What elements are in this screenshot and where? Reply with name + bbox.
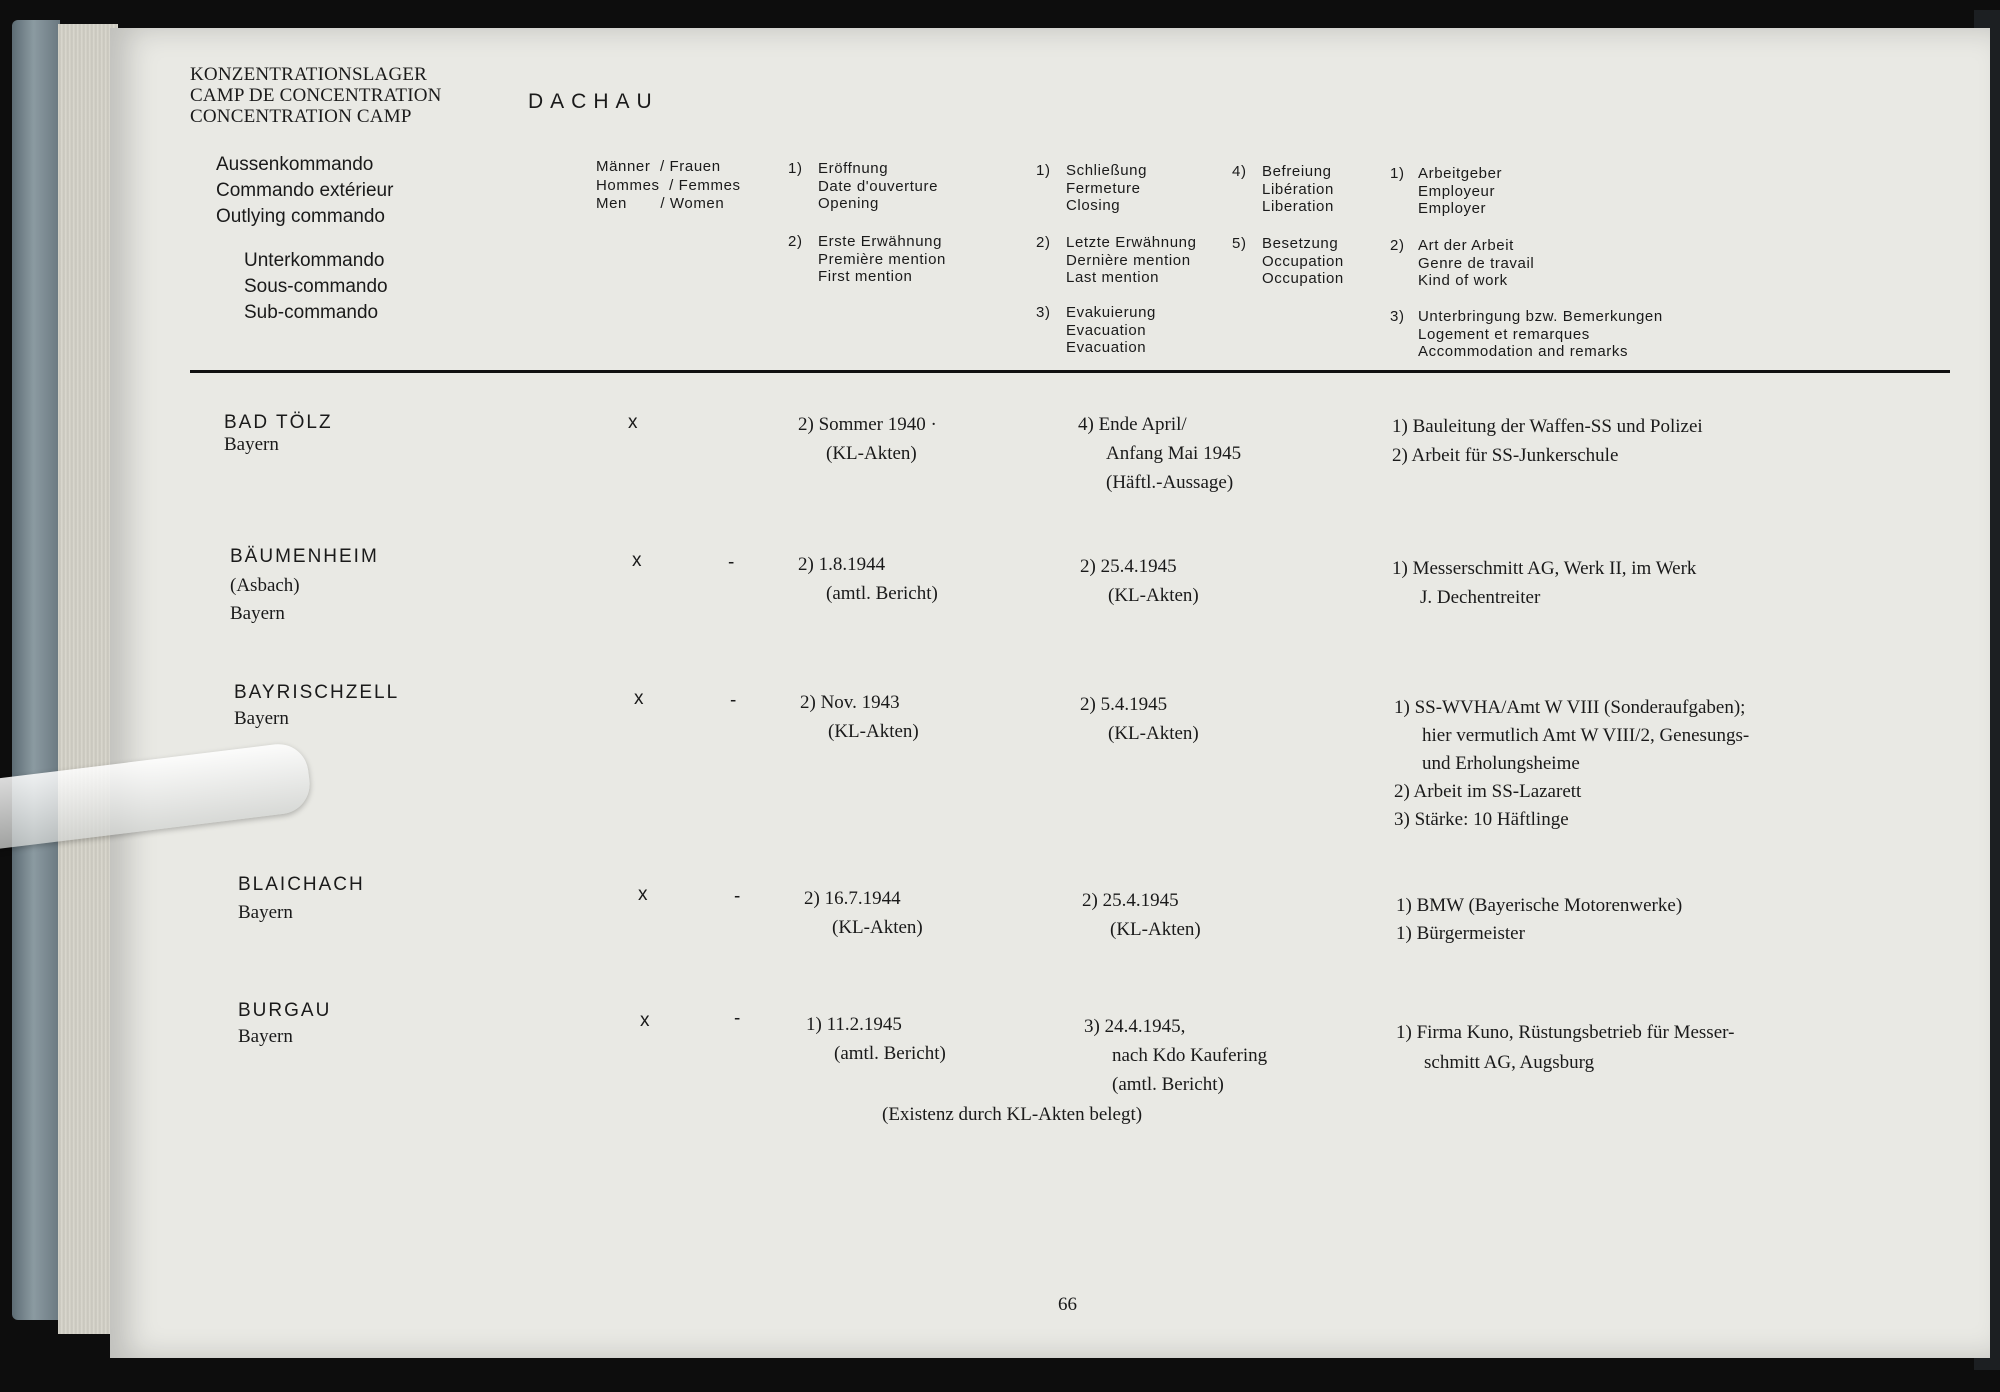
- cell-line: 2) 16.7.1944: [804, 888, 901, 909]
- remarks-cell: [1392, 412, 1703, 470]
- men-mark: x: [640, 1010, 650, 1031]
- title-line: CAMP DE CONCENTRATION: [190, 85, 442, 106]
- label-line: Closing: [1066, 197, 1121, 214]
- remarks-cell: [1392, 554, 1696, 612]
- page-edges: [58, 24, 118, 1334]
- label-line: Evacuation: [1066, 321, 1147, 339]
- label-line: Employeur: [1418, 182, 1496, 200]
- outlying-commando-label: [216, 152, 393, 230]
- region: [238, 900, 293, 926]
- label-line: Arbeitgeber: [1418, 165, 1503, 182]
- remarks-cell: [1396, 1018, 1734, 1078]
- cell-line: 3) 24.4.1945,: [1084, 1016, 1186, 1037]
- cell-line: 2) 1.8.1944: [798, 554, 886, 575]
- label-line: Art der Arbeit: [1418, 237, 1514, 254]
- women-mark: -: [728, 552, 735, 573]
- label-line: Première mention: [818, 250, 946, 268]
- label-line: Letzte Erwähnung: [1066, 234, 1197, 251]
- label-line: Accommodation and remarks: [1418, 343, 1629, 360]
- label-line: Employer: [1418, 200, 1487, 217]
- region: [238, 1024, 293, 1050]
- column-number: 3): [1390, 308, 1405, 325]
- label-line: Befreiung: [1262, 163, 1332, 180]
- label-line: Outlying commando: [216, 206, 385, 227]
- column-header-work: [1390, 237, 1690, 297]
- label-line: Date d'ouverture: [818, 177, 939, 195]
- region-line: (Asbach): [230, 575, 300, 596]
- region-line: Bayern: [238, 1026, 293, 1047]
- column-number: 3): [1036, 304, 1051, 321]
- column-number: 5): [1232, 235, 1247, 252]
- title-line: KONZENTRATIONSLAGER: [190, 64, 428, 85]
- closing-cell: [1080, 552, 1199, 610]
- cell-line: 1) Messerschmitt AG, Werk II, im Werk: [1392, 558, 1697, 579]
- region-line: Bayern: [230, 603, 285, 624]
- label-line: Sous-commando: [244, 276, 388, 297]
- cell-line: und Erholungsheime: [1422, 753, 1580, 774]
- existence-note: (Existenz durch KL-Akten belegt): [882, 1104, 1143, 1125]
- cell-line: (Häftl.-Aussage): [1106, 472, 1234, 493]
- cell-line: 4) Ende April/: [1078, 414, 1187, 435]
- sub-commando-label: [244, 248, 388, 326]
- label-line: Libération: [1262, 180, 1334, 198]
- cell-line: Anfang Mai 1945: [1106, 443, 1242, 464]
- cell-line: nach Kdo Kaufering: [1112, 1045, 1268, 1066]
- label-line: Unterkommando: [244, 250, 385, 271]
- camp-name: DACHAU: [528, 90, 659, 113]
- label-line: Erste Erwähnung: [818, 233, 943, 250]
- column-number: 1): [1390, 165, 1405, 182]
- label-line: Evakuierung: [1066, 304, 1156, 321]
- cell-line: 1) Firma Kuno, Rüstungsbetrieb für Messer-: [1396, 1022, 1735, 1043]
- cell-line: (KL-Akten): [826, 443, 917, 464]
- label-line: Commando extérieur: [216, 180, 394, 201]
- remarks-cell: [1396, 892, 1682, 948]
- document-title: [190, 64, 442, 127]
- region: [224, 432, 279, 458]
- cell-line: 1) Bürgermeister: [1396, 923, 1525, 944]
- opening-cell: [804, 884, 923, 942]
- camp-name-entry: BLAICHACH: [238, 874, 365, 895]
- page-number: 66: [1058, 1294, 1077, 1315]
- remarks-cell: [1394, 694, 1749, 834]
- column-header-occupation: [1232, 235, 1382, 295]
- label-line: Sub-commando: [244, 302, 379, 323]
- label-line: Fermeture: [1066, 179, 1141, 197]
- closing-cell: [1080, 690, 1199, 748]
- column-header-opening: [788, 160, 988, 220]
- cell-line: schmitt AG, Augsburg: [1424, 1052, 1595, 1073]
- cell-line: 2) Nov. 1943: [800, 692, 900, 713]
- column-header-closing: [1036, 162, 1236, 222]
- men-mark: x: [638, 884, 648, 905]
- cell-line: 1) BMW (Bayerische Motorenwerke): [1396, 895, 1683, 916]
- label-line: Evacuation: [1066, 339, 1147, 356]
- label-line: Hommes / Femmes: [596, 176, 741, 194]
- cell-line: 2) 5.4.1945: [1080, 694, 1168, 715]
- cell-line: 3) Stärke: 10 Häftlinge: [1394, 809, 1569, 830]
- label-line: Opening: [818, 195, 879, 212]
- cell-line: hier vermutlich Amt W VIII/2, Genesungs-: [1422, 725, 1750, 746]
- women-mark: -: [730, 690, 737, 711]
- label-line: Men / Women: [596, 195, 725, 212]
- column-header-liberation: [1232, 163, 1382, 223]
- label-line: Eröffnung: [818, 160, 889, 177]
- label-line: Liberation: [1262, 198, 1334, 215]
- camp-name-entry: BURGAU: [238, 1000, 332, 1021]
- column-header-accommodation: [1390, 308, 1790, 368]
- header-divider: [190, 370, 1950, 373]
- label-line: First mention: [818, 268, 913, 285]
- opening-cell: [798, 550, 938, 608]
- label-line: Last mention: [1066, 269, 1160, 286]
- closing-cell: [1084, 1012, 1267, 1099]
- region: [230, 572, 300, 628]
- cell-line: (KL-Akten): [1110, 919, 1201, 940]
- women-mark: -: [734, 1008, 741, 1029]
- cell-line: 1) Bauleitung der Waffen-SS und Polizei: [1392, 416, 1703, 437]
- cell-line: 2) Arbeit im SS-Lazarett: [1394, 781, 1582, 802]
- column-number: 1): [788, 160, 803, 177]
- cell-line: (KL-Akten): [828, 721, 919, 742]
- camp-name-entry: BAD TÖLZ: [224, 412, 333, 433]
- closing-cell: [1082, 886, 1201, 944]
- opening-cell: [806, 1010, 946, 1068]
- cell-line: 2) 25.4.1945: [1082, 890, 1179, 911]
- men-mark: x: [632, 550, 642, 571]
- region-line: Bayern: [234, 708, 289, 729]
- label-line: Kind of work: [1418, 272, 1508, 289]
- label-line: Occupation: [1262, 270, 1344, 287]
- sex-column-header: [596, 158, 741, 214]
- label-line: Besetzung: [1262, 235, 1339, 252]
- cell-line: 2) Sommer 1940 ·: [798, 414, 937, 435]
- label-line: Aussenkommando: [216, 154, 374, 175]
- label-line: Schließung: [1066, 162, 1148, 179]
- men-mark: x: [628, 412, 638, 433]
- cell-line: 2) 25.4.1945: [1080, 556, 1177, 577]
- column-header-last-mention: [1036, 234, 1236, 294]
- camp-name-entry: BÄUMENHEIM: [230, 546, 379, 567]
- column-header-first-mention: [788, 233, 988, 293]
- cell-line: (amtl. Bericht): [1112, 1074, 1224, 1095]
- column-number: 2): [1036, 234, 1051, 251]
- column-number: 2): [788, 233, 803, 250]
- cell-line: 1) SS-WVHA/Amt W VIII (Sonderaufgaben);: [1394, 697, 1746, 718]
- cell-line: (amtl. Bericht): [834, 1043, 946, 1064]
- cell-line: J. Dechentreiter: [1420, 587, 1541, 608]
- closing-cell: [1078, 410, 1241, 497]
- cell-line: (amtl. Bericht): [826, 583, 938, 604]
- cell-line: (KL-Akten): [832, 917, 923, 938]
- region-line: Bayern: [224, 434, 279, 455]
- opening-cell: [798, 410, 937, 468]
- title-line: CONCENTRATION CAMP: [190, 106, 412, 127]
- cell-line: (KL-Akten): [1108, 585, 1199, 606]
- column-number: 2): [1390, 237, 1405, 254]
- column-number: 1): [1036, 162, 1051, 179]
- camp-name-entry: BAYRISCHZELL: [234, 682, 400, 703]
- cell-line: 1) 11.2.1945: [806, 1014, 902, 1035]
- region: [234, 706, 289, 732]
- label-line: Occupation: [1262, 252, 1344, 270]
- label-line: Logement et remarques: [1418, 325, 1590, 343]
- region-line: Bayern: [238, 902, 293, 923]
- women-mark: -: [734, 886, 741, 907]
- men-mark: x: [634, 688, 644, 709]
- label-line: Männer / Frauen: [596, 158, 721, 175]
- label-line: Unterbringung bzw. Bemerkungen: [1418, 308, 1663, 325]
- book-cover-spine: [12, 20, 60, 1320]
- column-header-evacuation: [1036, 304, 1236, 364]
- label-line: Dernière mention: [1066, 251, 1191, 269]
- opening-cell: [800, 688, 919, 746]
- column-number: 4): [1232, 163, 1247, 180]
- cell-line: (KL-Akten): [1108, 723, 1199, 744]
- column-header-employer: [1390, 165, 1690, 225]
- cell-line: 2) Arbeit für SS-Junkerschule: [1392, 445, 1619, 466]
- label-line: Genre de travail: [1418, 254, 1535, 272]
